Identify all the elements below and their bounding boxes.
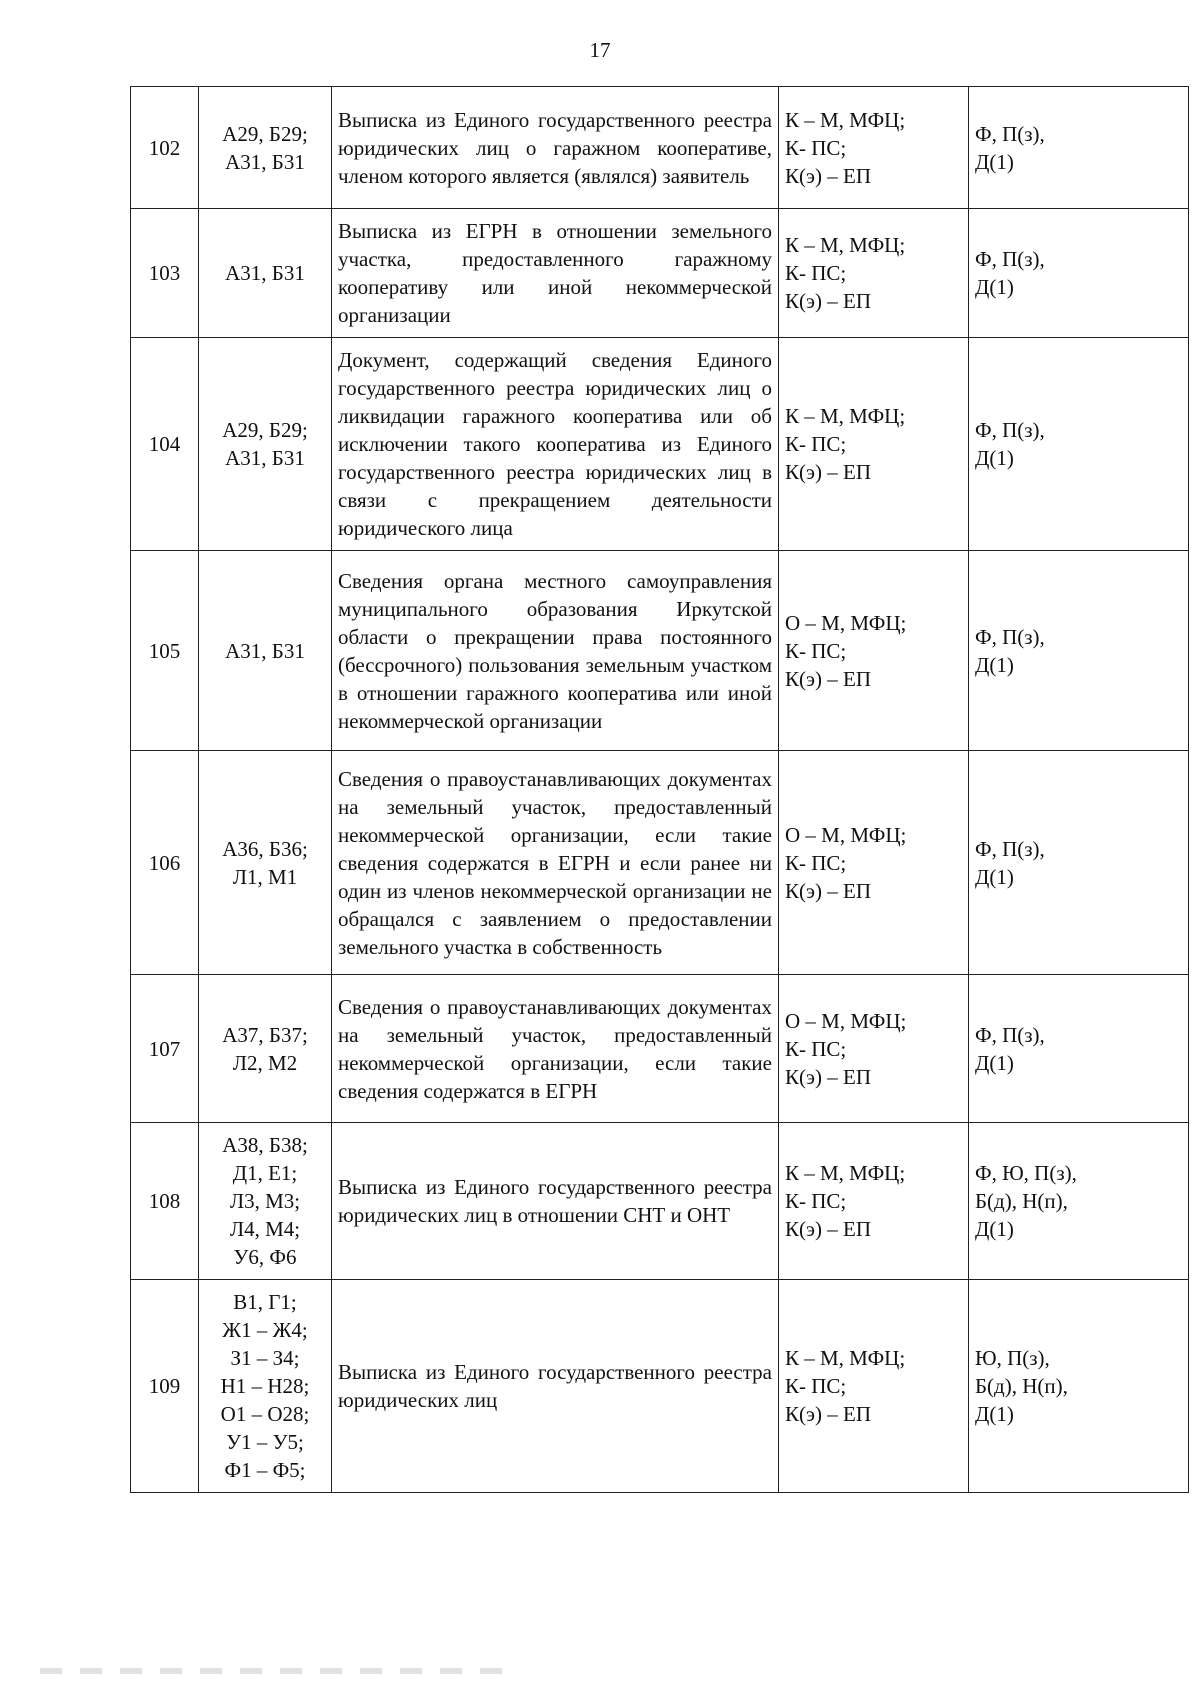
table-row — [131, 551, 1189, 751]
receipt-method: К – М, МФЦ; К- ПС; К(э) – ЕП — [779, 209, 969, 338]
document-description: Выписка из Единого государственного реестра юридических лиц — [332, 1280, 779, 1493]
table-row — [131, 209, 1189, 338]
row-number: 103 — [131, 209, 199, 338]
row-number: 102 — [131, 87, 199, 209]
page-number: 17 — [589, 38, 611, 62]
document-description: Сведения о правоустанавливающих документах на земельный участок, предоставленный некоммерческой организации, если такие сведения содержатся в ЕГРН и если ранее ни один из членов некоммерческой организации не обращался с заявлением о предоставлении земельного участка в собственность — [332, 751, 779, 975]
document-description: Документ, содержащий сведения Единого государственного реестра юридических лиц о ликвидации гаражного кооператива или об исключении такого кооператива из Единого государственного реестра юридических лиц в связи с прекращением деятельности юридического лица — [332, 338, 779, 551]
applicant-codes: А31, Б31 — [199, 209, 332, 338]
receipt-method: О – М, МФЦ; К- ПС; К(э) – ЕП — [779, 551, 969, 751]
applicant-category: Ф, П(з), Д(1) — [969, 751, 1189, 975]
applicant-codes: А37, Б37; Л2, М2 — [199, 975, 332, 1123]
applicant-category: Ф, П(з), Д(1) — [969, 975, 1189, 1123]
table-row — [131, 1280, 1189, 1493]
table-row — [131, 338, 1189, 551]
receipt-method: О – М, МФЦ; К- ПС; К(э) – ЕП — [779, 751, 969, 975]
document-description: Сведения органа местного самоуправления муниципального образования Иркутской области о прекращении права постоянного (бессрочного) пользования земельным участком в отношении гаражного кооператива или иной некоммерческой организации — [332, 551, 779, 751]
document-description: Выписка из Единого государственного реестра юридических лиц о гаражном кооперативе, членом которого является (являлся) заявитель — [332, 87, 779, 209]
row-number: 109 — [131, 1280, 199, 1493]
applicant-category: Ф, П(з), Д(1) — [969, 338, 1189, 551]
table-row — [131, 975, 1189, 1123]
applicant-codes: А29, Б29; А31, Б31 — [199, 87, 332, 209]
scan-artifact — [40, 1668, 520, 1674]
applicant-category: Ю, П(з), Б(д), Н(п), Д(1) — [969, 1280, 1189, 1493]
receipt-method: О – М, МФЦ; К- ПС; К(э) – ЕП — [779, 975, 969, 1123]
applicant-codes: В1, Г1; Ж1 – Ж4; З1 – З4; Н1 – Н28; О1 – О28; У1 – У5; Ф1 – Ф5; — [199, 1280, 332, 1493]
receipt-method: К – М, МФЦ; К- ПС; К(э) – ЕП — [779, 338, 969, 551]
applicant-category: Ф, П(з), Д(1) — [969, 209, 1189, 338]
document-description: Выписка из Единого государственного реестра юридических лиц в отношении СНТ и ОНТ — [332, 1123, 779, 1280]
applicant-codes: А29, Б29; А31, Б31 — [199, 338, 332, 551]
applicant-category: Ф, П(з), Д(1) — [969, 87, 1189, 209]
receipt-method: К – М, МФЦ; К- ПС; К(э) – ЕП — [779, 1280, 969, 1493]
receipt-method: К – М, МФЦ; К- ПС; К(э) – ЕП — [779, 1123, 969, 1280]
receipt-method: К – М, МФЦ; К- ПС; К(э) – ЕП — [779, 87, 969, 209]
applicant-category: Ф, Ю, П(з), Б(д), Н(п), Д(1) — [969, 1123, 1189, 1280]
document-description: Выписка из ЕГРН в отношении земельного участка, предоставленного гаражному кооперативу или иной некоммерческой организации — [332, 209, 779, 338]
table-body — [131, 87, 1189, 1493]
row-number: 107 — [131, 975, 199, 1123]
row-number: 104 — [131, 338, 199, 551]
table-row — [131, 87, 1189, 209]
row-number: 105 — [131, 551, 199, 751]
applicant-codes: А36, Б36; Л1, М1 — [199, 751, 332, 975]
row-number: 108 — [131, 1123, 199, 1280]
applicant-codes: А31, Б31 — [199, 551, 332, 751]
documents-table — [130, 86, 1189, 1493]
table-row — [131, 1123, 1189, 1280]
row-number: 106 — [131, 751, 199, 975]
applicant-category: Ф, П(з), Д(1) — [969, 551, 1189, 751]
table-row — [131, 751, 1189, 975]
document-description: Сведения о правоустанавливающих документах на земельный участок, предоставленный некоммерческой организации, если такие сведения содержатся в ЕГРН — [332, 975, 779, 1123]
applicant-codes: А38, Б38; Д1, Е1; Л3, М3; Л4, М4; У6, Ф6 — [199, 1123, 332, 1280]
